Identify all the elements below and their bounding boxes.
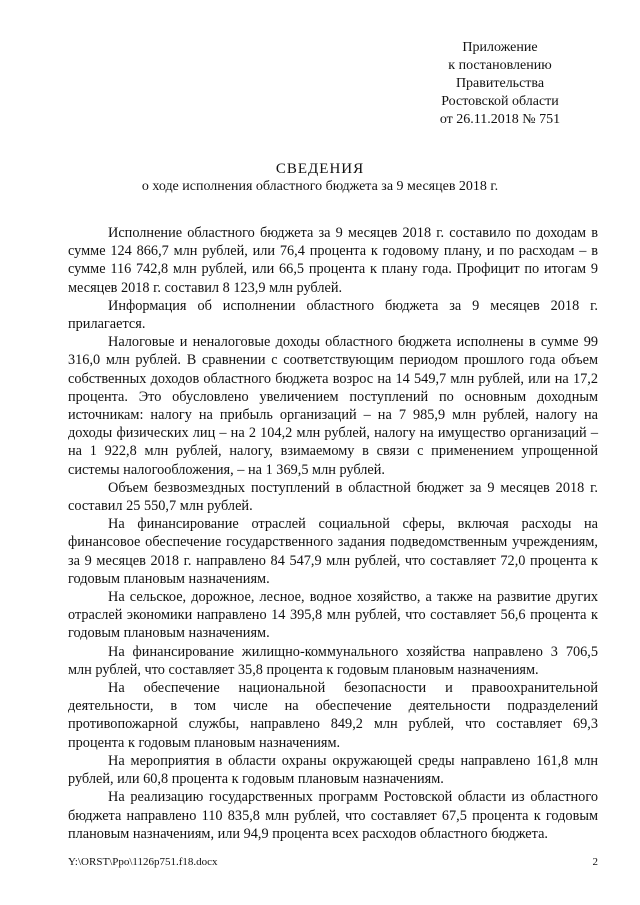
document-subtitle: о ходе исполнения областного бюджета за 9 месяцев 2018 г. [141,179,499,194]
paragraph: Налоговые и неналоговые доходы областного бюджета исполнены в сумме 99 316,0 млн рублей. В сравнении с соответствующим периодом прошлого года объем собственных доходов областного бюджета возрос на 14 549,7 млн рублей, или на 17,2 процента. Это обусловлено увеличением поступлений по основным доходным источникам: налогу на прибыль организаций – на 7 985,9 млн рублей, налогу на доходы физических лиц – на 2 104,2 млн рублей, налогу на имущество организаций – на 1 922,8 млн рублей, налогу, взимаемому в связи с применением упрощенной системы налогообложения, – на 1 369,5 млн рублей. [68,334,598,478]
appendix-line: Ростовской области [441,94,559,109]
appendix-line: Правительства [455,76,545,91]
appendix-line: к постановлению [448,58,552,73]
paragraph: Информация об исполнении областного бюджета за 9 месяцев 2018 г. прилагается. [68,297,598,333]
appendix-line: от 26.11.2018 № 751 [439,112,561,127]
appendix-block [400,39,600,129]
page-number: 2 [592,856,598,868]
document-body [68,224,598,843]
paragraph: На финансирование отраслей социальной сферы, включая расходы на финансовое обеспечение государственного задания подведомственным учреждениям, за 9 месяцев 2018 г. направлено 84 547,9 млн рублей, что составляет 72,0 процента к годовым плановым назначениям. [68,516,598,587]
paragraph: На обеспечение национальной безопасности и правоохранительной деятельности, в том числе на обеспечение деятельности подразделений противопожарной службы, направлено 849,2 млн рублей, что составляет 69,3 процента к годовым плановым назначениям. [68,680,598,751]
paragraph: На сельское, дорожное, лесное, водное хозяйство, а также на развитие других отраслей экономики направлено 14 395,8 млн рублей, что составляет 56,6 процента к годовым плановым назначениям. [68,589,598,642]
paragraph: Объем безвозмездных поступлений в областной бюджет за 9 месяцев 2018 г. составил 25 550,7 млн рублей. [68,479,598,515]
paragraph: На реализацию государственных программ Ростовской области из областного бюджета направлено 110 835,8 млн рублей, что составляет 67,5 процента к годовым плановым назначениям, или 94,9 процента всех расходов областного бюджета. [68,789,598,842]
title-block [0,160,640,196]
paragraph: На мероприятия в области охраны окружающей среды направлено 161,8 млн рублей, или 60,8 процента к годовым плановым назначениям. [68,752,598,788]
document-title: СВЕДЕНИЯ [275,161,365,177]
appendix-line: Приложение [462,40,538,55]
file-path: Y:\ORST\Ppo\1126p751.f18.docx [68,856,218,868]
paragraph: На финансирование жилищно-коммунального хозяйства направлено 3 706,5 млн рублей, что составляет 35,8 процента к годовым плановым назначениям. [68,643,598,678]
paragraph: Исполнение областного бюджета за 9 месяцев 2018 г. составило по доходам в сумме 124 866,7 млн рублей, или 76,4 процента к годовому плану, и по расходам – в сумме 116 742,8 млн рублей, или 66,5 процента к плану года. Профицит по итогам 9 месяцев 2018 г. составил 8 123,9 млн рублей. [68,225,598,296]
